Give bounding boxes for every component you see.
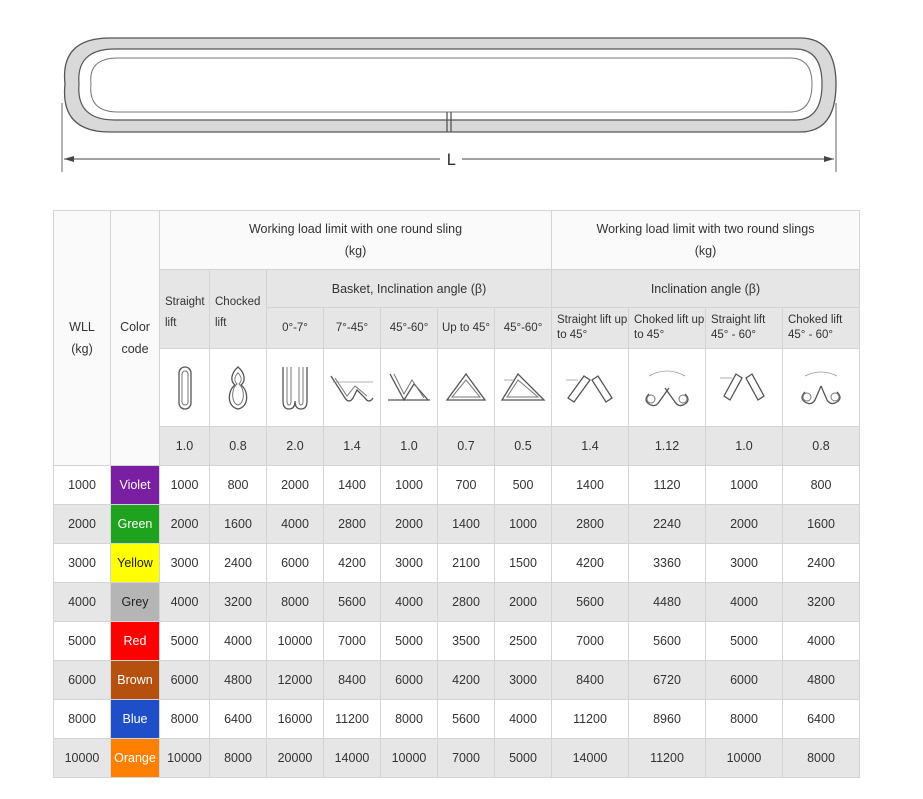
value-cell: 4480 — [629, 583, 706, 622]
factor-cell: 1.4 — [552, 427, 629, 466]
value-cell: 5600 — [629, 622, 706, 661]
value-cell: 11200 — [324, 700, 381, 739]
value-cell: 6000 — [381, 661, 438, 700]
factor-cell: 0.5 — [495, 427, 552, 466]
factor-cell: 2.0 — [267, 427, 324, 466]
value-cell: 5600 — [324, 583, 381, 622]
value-cell: 7000 — [438, 739, 495, 778]
factor-row — [54, 427, 860, 466]
straight-lift-icon — [160, 349, 210, 427]
inclination-header: Inclination angle (β) — [552, 270, 860, 308]
value-cell: 8000 — [210, 739, 267, 778]
wll-cell: 1000 — [54, 466, 111, 505]
factor-cell: 1.0 — [381, 427, 438, 466]
two-header-1: Straight lift up to 45° — [552, 308, 629, 349]
wll-header: WLL (kg) — [54, 211, 111, 466]
value-cell: 700 — [438, 466, 495, 505]
basket-7-45-icon — [324, 349, 381, 427]
value-cell: 8400 — [324, 661, 381, 700]
value-cell: 5000 — [706, 622, 783, 661]
value-cell: 1400 — [552, 466, 629, 505]
choked-lift-header: Chocked lift — [210, 270, 267, 349]
value-cell: 4000 — [267, 505, 324, 544]
table-row — [54, 622, 860, 661]
factor-cell: 0.8 — [210, 427, 267, 466]
value-cell: 1600 — [783, 505, 860, 544]
value-cell: 3000 — [160, 544, 210, 583]
two-slings-header: Working load limit with two round slings (kg) — [552, 211, 860, 270]
value-cell: 4200 — [324, 544, 381, 583]
value-cell: 16000 — [267, 700, 324, 739]
table-row — [54, 466, 860, 505]
choked-lift-icon — [210, 349, 267, 427]
color-code-cell: Yellow — [111, 544, 160, 583]
basket-45-60-wide-icon — [495, 349, 552, 427]
color-code-cell: Brown — [111, 661, 160, 700]
value-cell: 7000 — [324, 622, 381, 661]
value-cell: 12000 — [267, 661, 324, 700]
value-cell: 4000 — [210, 622, 267, 661]
value-cell: 2000 — [160, 505, 210, 544]
value-cell: 6400 — [210, 700, 267, 739]
color-code-header: Color code — [111, 211, 160, 466]
value-cell: 2400 — [783, 544, 860, 583]
load-limit-table — [53, 210, 860, 778]
value-cell: 1000 — [381, 466, 438, 505]
value-cell: 4000 — [783, 622, 860, 661]
value-cell: 4000 — [706, 583, 783, 622]
value-cell: 20000 — [267, 739, 324, 778]
value-cell: 2240 — [629, 505, 706, 544]
value-cell: 6000 — [267, 544, 324, 583]
factor-cell: 1.12 — [629, 427, 706, 466]
value-cell: 2500 — [495, 622, 552, 661]
value-cell: 6000 — [706, 661, 783, 700]
value-cell: 10000 — [160, 739, 210, 778]
angle-header-1: 0°-7° — [267, 308, 324, 349]
value-cell: 2100 — [438, 544, 495, 583]
two-choked-45-60-icon — [783, 349, 860, 427]
value-cell: 3360 — [629, 544, 706, 583]
straight-lift-header: Straight lift — [160, 270, 210, 349]
value-cell: 6400 — [783, 700, 860, 739]
value-cell: 800 — [783, 466, 860, 505]
table-row — [54, 700, 860, 739]
value-cell: 8000 — [706, 700, 783, 739]
value-cell: 4000 — [495, 700, 552, 739]
angle-header-3: 45°-60° — [381, 308, 438, 349]
wll-cell: 5000 — [54, 622, 111, 661]
basket-up-to-45-icon — [438, 349, 495, 427]
value-cell: 8400 — [552, 661, 629, 700]
angle-header-2: 7°-45° — [324, 308, 381, 349]
value-cell: 1000 — [706, 466, 783, 505]
value-cell: 10000 — [706, 739, 783, 778]
table-row — [54, 661, 860, 700]
wll-cell: 2000 — [54, 505, 111, 544]
value-cell: 5000 — [381, 622, 438, 661]
basket-header: Basket, Inclination angle (β) — [267, 270, 552, 308]
dimension-arrow-left — [64, 156, 74, 162]
value-cell: 5000 — [160, 622, 210, 661]
value-cell: 10000 — [267, 622, 324, 661]
table-row — [54, 583, 860, 622]
round-sling-illustration — [65, 38, 836, 132]
value-cell: 5000 — [495, 739, 552, 778]
wll-cell: 3000 — [54, 544, 111, 583]
dimension-arrow-right — [824, 156, 834, 162]
value-cell: 1000 — [160, 466, 210, 505]
two-header-4: Choked lift 45° - 60° — [783, 308, 860, 349]
value-cell: 1000 — [495, 505, 552, 544]
value-cell: 14000 — [552, 739, 629, 778]
color-code-cell: Green — [111, 505, 160, 544]
value-cell: 2800 — [438, 583, 495, 622]
value-cell: 6720 — [629, 661, 706, 700]
angle-header-4: Up to 45° — [438, 308, 495, 349]
angle-header-5: 45°-60° — [495, 308, 552, 349]
wll-cell: 4000 — [54, 583, 111, 622]
value-cell: 2000 — [706, 505, 783, 544]
value-cell: 1600 — [210, 505, 267, 544]
factor-cell: 1.0 — [706, 427, 783, 466]
value-cell: 4200 — [552, 544, 629, 583]
value-cell: 3200 — [783, 583, 860, 622]
value-cell: 5600 — [552, 583, 629, 622]
wll-cell: 6000 — [54, 661, 111, 700]
value-cell: 8960 — [629, 700, 706, 739]
two-straight-up-to-45-icon — [552, 349, 629, 427]
value-cell: 11200 — [552, 700, 629, 739]
color-code-cell: Violet — [111, 466, 160, 505]
value-cell: 4200 — [438, 661, 495, 700]
value-cell: 1120 — [629, 466, 706, 505]
value-cell: 8000 — [267, 583, 324, 622]
value-cell: 4000 — [381, 583, 438, 622]
length-label: L — [446, 150, 456, 169]
color-code-cell: Orange — [111, 739, 160, 778]
wll-cell: 8000 — [54, 700, 111, 739]
wll-cell: 10000 — [54, 739, 111, 778]
two-header-2: Choked lift up to 45° — [629, 308, 706, 349]
value-cell: 2000 — [381, 505, 438, 544]
value-cell: 8000 — [381, 700, 438, 739]
factor-cell: 0.8 — [783, 427, 860, 466]
table-row — [54, 739, 860, 778]
value-cell: 3000 — [381, 544, 438, 583]
two-choked-up-to-45-icon — [629, 349, 706, 427]
color-code-cell: Grey — [111, 583, 160, 622]
value-cell: 3000 — [495, 661, 552, 700]
value-cell: 4800 — [783, 661, 860, 700]
factor-cell: 1.0 — [160, 427, 210, 466]
value-cell: 1500 — [495, 544, 552, 583]
value-cell: 3500 — [438, 622, 495, 661]
value-cell: 1400 — [438, 505, 495, 544]
value-cell: 3000 — [706, 544, 783, 583]
basket-45-60-icon — [381, 349, 438, 427]
value-cell: 4000 — [160, 583, 210, 622]
value-cell: 500 — [495, 466, 552, 505]
two-header-3: Straight lift 45° - 60° — [706, 308, 783, 349]
value-cell: 8000 — [783, 739, 860, 778]
value-cell: 800 — [210, 466, 267, 505]
value-cell: 2000 — [495, 583, 552, 622]
value-cell: 8000 — [160, 700, 210, 739]
value-cell: 5600 — [438, 700, 495, 739]
color-code-cell: Blue — [111, 700, 160, 739]
color-code-cell: Red — [111, 622, 160, 661]
factor-cell: 1.4 — [324, 427, 381, 466]
value-cell: 4800 — [210, 661, 267, 700]
value-cell: 2000 — [267, 466, 324, 505]
basket-vertical-icon — [267, 349, 324, 427]
value-cell: 6000 — [160, 661, 210, 700]
factor-cell: 0.7 — [438, 427, 495, 466]
one-sling-header: Working load limit with one round sling (kg) — [160, 211, 552, 270]
value-cell: 2800 — [552, 505, 629, 544]
table-row — [54, 505, 860, 544]
value-cell: 14000 — [324, 739, 381, 778]
value-cell: 10000 — [381, 739, 438, 778]
two-straight-45-60-icon — [706, 349, 783, 427]
value-cell: 1400 — [324, 466, 381, 505]
value-cell: 11200 — [629, 739, 706, 778]
value-cell: 2400 — [210, 544, 267, 583]
round-sling-diagram — [0, 0, 923, 185]
value-cell: 2800 — [324, 505, 381, 544]
value-cell: 7000 — [552, 622, 629, 661]
value-cell: 3200 — [210, 583, 267, 622]
table-row — [54, 544, 860, 583]
